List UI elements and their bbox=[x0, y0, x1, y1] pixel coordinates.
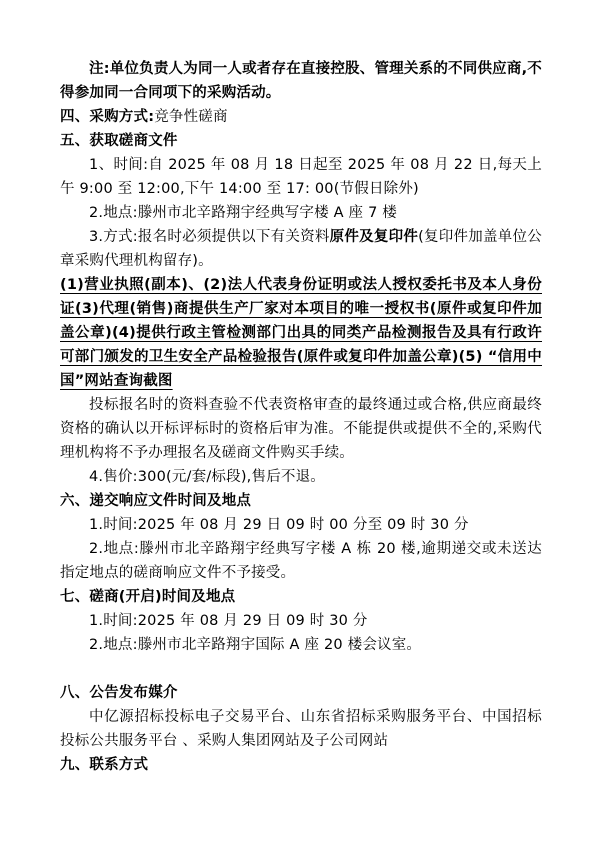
section-5-item-location: 2.地点:滕州市北辛路翔宇经典写字楼 A 座 7 楼 bbox=[89, 205, 397, 221]
section-7-item-time: 1.时间:2025 年 08 月 29 日 09 时 30 分 bbox=[89, 613, 368, 629]
section-4-heading bbox=[60, 105, 542, 129]
required-materials-paragraph: (1)营业执照(副本)、(2)法人代表身份证明或法人授权委托书及本人身份证(3)代理(销售)商提供生产厂家对本项目的唯一授权书(原件或复印件加盖公章)(4)提供行政主管检测部门出具的同类产品检测报告及具有行政许可部门颁发的卫生安全产品检验报告(原件或复印件加盖公章)(5) “信用中国”网站查询截图 bbox=[60, 277, 542, 389]
qualification-review-note: 投标报名时的资料查验不代表资格审查的最终通过或合格,供应商最终资格的确认以开标评标时的资格后审为准。不能提供或提供不全的,采购代理机构将不予办理报名及磋商文件购买手续。 bbox=[60, 397, 542, 461]
section-5-item-price: 4.售价:300(元/套/标段),售后不退。 bbox=[89, 469, 325, 485]
section-5-item-method bbox=[60, 225, 542, 273]
section-5-item-time: 1、时间:自 2025 年 08 月 18 日起至 2025 年 08 月 22 日,每天上午 9:00 至 12:00,下午 14:00 至 17: 00(节假日除外) bbox=[60, 157, 542, 197]
section-5-item-method-prefix: 3.方式:报名时必须提供以下有关资料 bbox=[89, 229, 330, 245]
section-4-label: 四、采购方式: bbox=[60, 109, 155, 125]
section-4-value: 竞争性磋商 bbox=[154, 109, 228, 125]
note-paragraph: 注:单位负责人为同一人或者存在直接控股、管理关系的不同供应商,不得参加同一合同项下的采购活动。 bbox=[60, 61, 542, 101]
section-6-item-location: 2.地点:滕州市北辛路翔宇经典写字楼 A 栋 20 楼,逾期递交或未送达指定地点的磋商响应文件不予接受。 bbox=[60, 541, 542, 581]
section-5-item-method-bold: 原件及复印件 bbox=[329, 229, 419, 245]
section-6-heading: 六、递交响应文件时间及地点 bbox=[60, 493, 252, 509]
section-6-item-time: 1.时间:2025 年 08 月 29 日 09 时 00 分至 09 时 30 分 bbox=[89, 517, 469, 533]
section-5-heading: 五、获取磋商文件 bbox=[60, 133, 178, 149]
section-7-item-location: 2.地点:滕州市北辛路翔宇国际 A 座 20 楼会议室。 bbox=[89, 637, 422, 653]
section-7-heading: 七、磋商(开启)时间及地点 bbox=[60, 589, 236, 605]
section-5-item-method-suffix: (复印件加盖单位公章采购代理机构留存)。 bbox=[60, 229, 542, 269]
announcement-media-paragraph: 中亿源招标投标电子交易平台、山东省招标采购服务平台、中国招标投标公共服务平台 、采购人集团网站及子公司网站 bbox=[60, 709, 542, 749]
section-8-heading: 八、公告发布媒介 bbox=[60, 685, 178, 701]
section-9-heading: 九、联系方式 bbox=[60, 757, 149, 773]
